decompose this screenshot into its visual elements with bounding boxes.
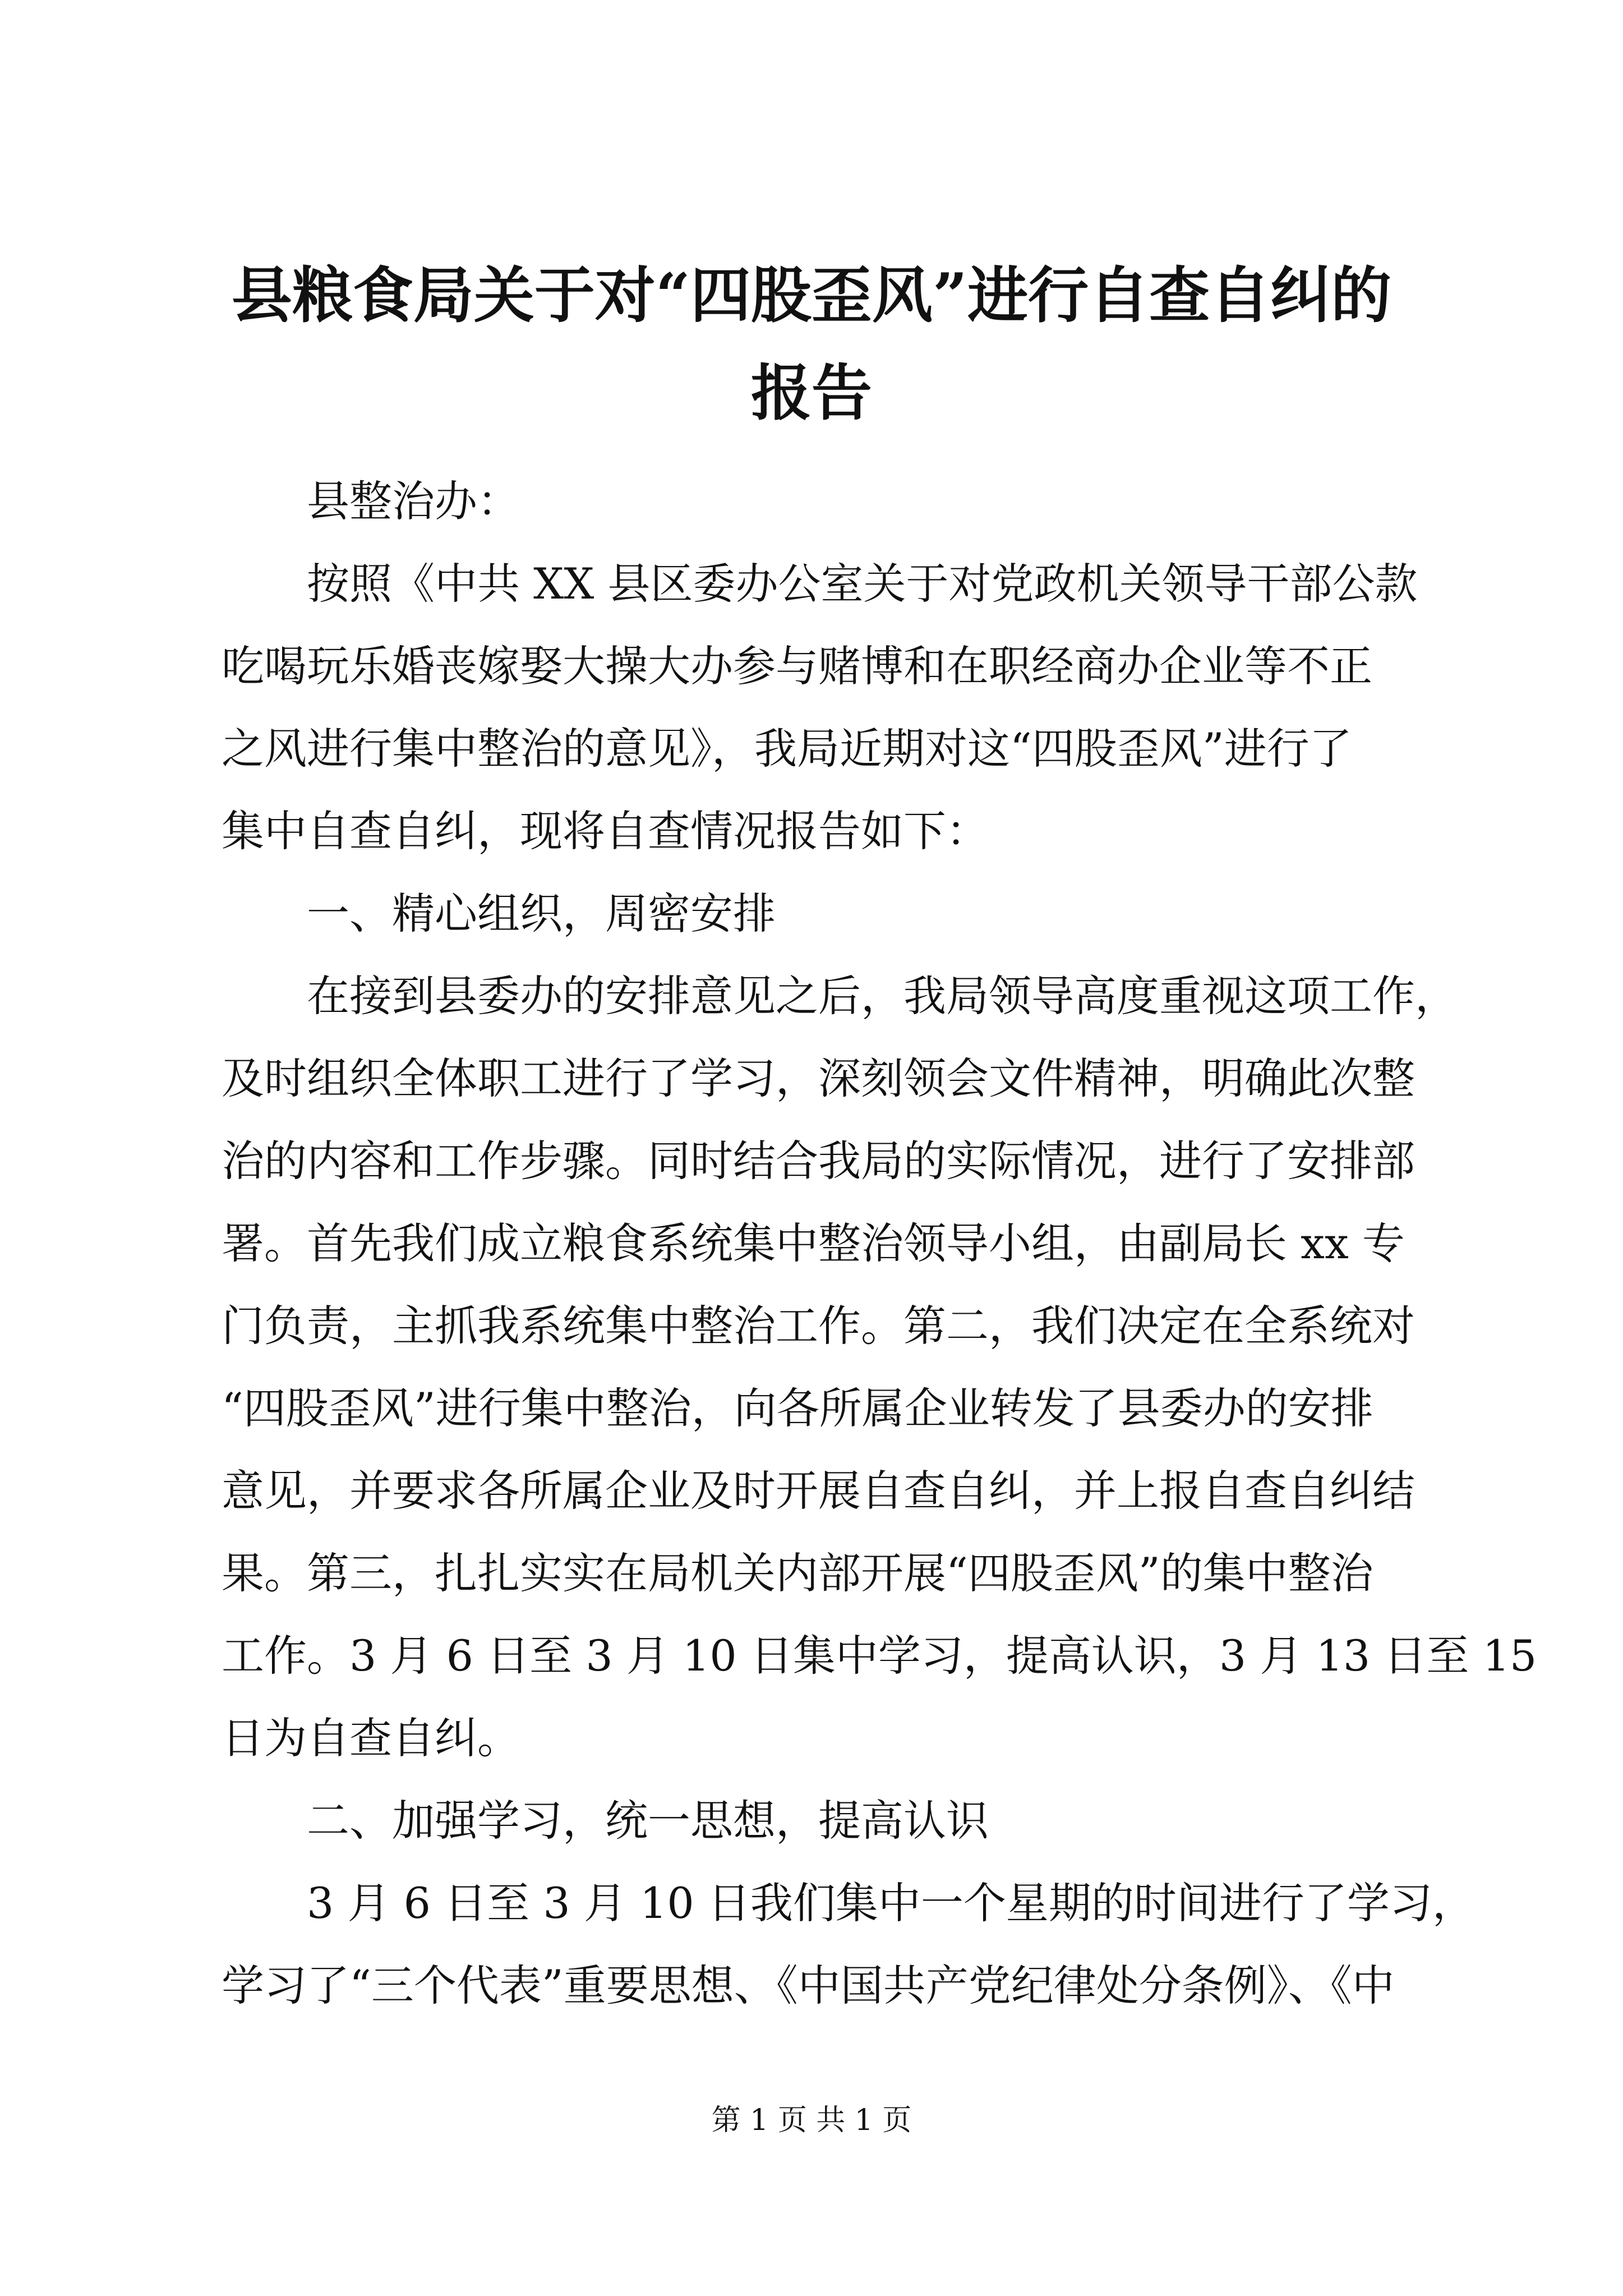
section-heading-1: 一、精心组织，周密安排: [307, 889, 776, 938]
body-line: 3 月 6 日至 3 月 10 日我们集中一个星期的时间进行了学习，: [307, 1878, 1475, 1928]
body-line: 吃喝玩乐婚丧嫁娶大操大办参与赌博和在职经商办企业等不正: [222, 641, 1372, 691]
body-line: 工作。3 月 6 日至 3 月 10 日集中学习，提高认识，3 月 13 日至 15: [222, 1631, 1537, 1681]
body-line: 及时组织全体职工进行了学习，深刻领会文件精神，明确此次整: [222, 1053, 1415, 1103]
document-title: [202, 247, 1421, 442]
body-line: 门负责，主抓我系统集中整治工作。第二，我们决定在全系统对: [222, 1301, 1415, 1351]
body-line: 意见，并要求各所属企业及时开展自查自纠，并上报自查自纠结: [222, 1466, 1415, 1516]
salutation: 县整治办：: [307, 476, 520, 526]
body-line: 署。首先我们成立粮食系统集中整治领导小组，由副局长 xx 专: [222, 1218, 1405, 1268]
body-line: 日为自查自纠。: [222, 1713, 520, 1763]
page-number-footer: 第 1 页 共 1 页: [711, 2104, 912, 2137]
body-line: 治的内容和工作步骤。同时结合我局的实际情况，进行了安排部: [222, 1136, 1415, 1186]
body-line: 果。第三，扎扎实实在局机关内部开展“四股歪风”的集中整治: [222, 1548, 1373, 1598]
document-body: [222, 460, 1537, 2027]
body-line: 之风进行集中整治的意见》，我局近期对这“四股歪风”进行了: [222, 724, 1352, 774]
body-line: 在接到县委办的安排意见之后，我局领导高度重视这项工作，: [307, 971, 1458, 1021]
title-line-2: 报告: [750, 358, 872, 429]
body-line: “四股歪风”进行集中整治，向各所属企业转发了县委办的安排: [222, 1383, 1373, 1433]
body-line: 学习了“三个代表”重要思想、《中国共产党纪律处分条例》、《中: [222, 1961, 1395, 2010]
title-line-1: 县粮食局关于对“四股歪风”进行自查自纠的: [231, 260, 1392, 331]
section-heading-2: 二、加强学习，统一思想，提高认识: [307, 1796, 989, 1846]
body-line: 按照《中共 XX 县区委办公室关于对党政机关领导干部公款: [307, 559, 1418, 609]
body-line: 集中自查自纠，现将自查情况报告如下：: [222, 806, 989, 856]
